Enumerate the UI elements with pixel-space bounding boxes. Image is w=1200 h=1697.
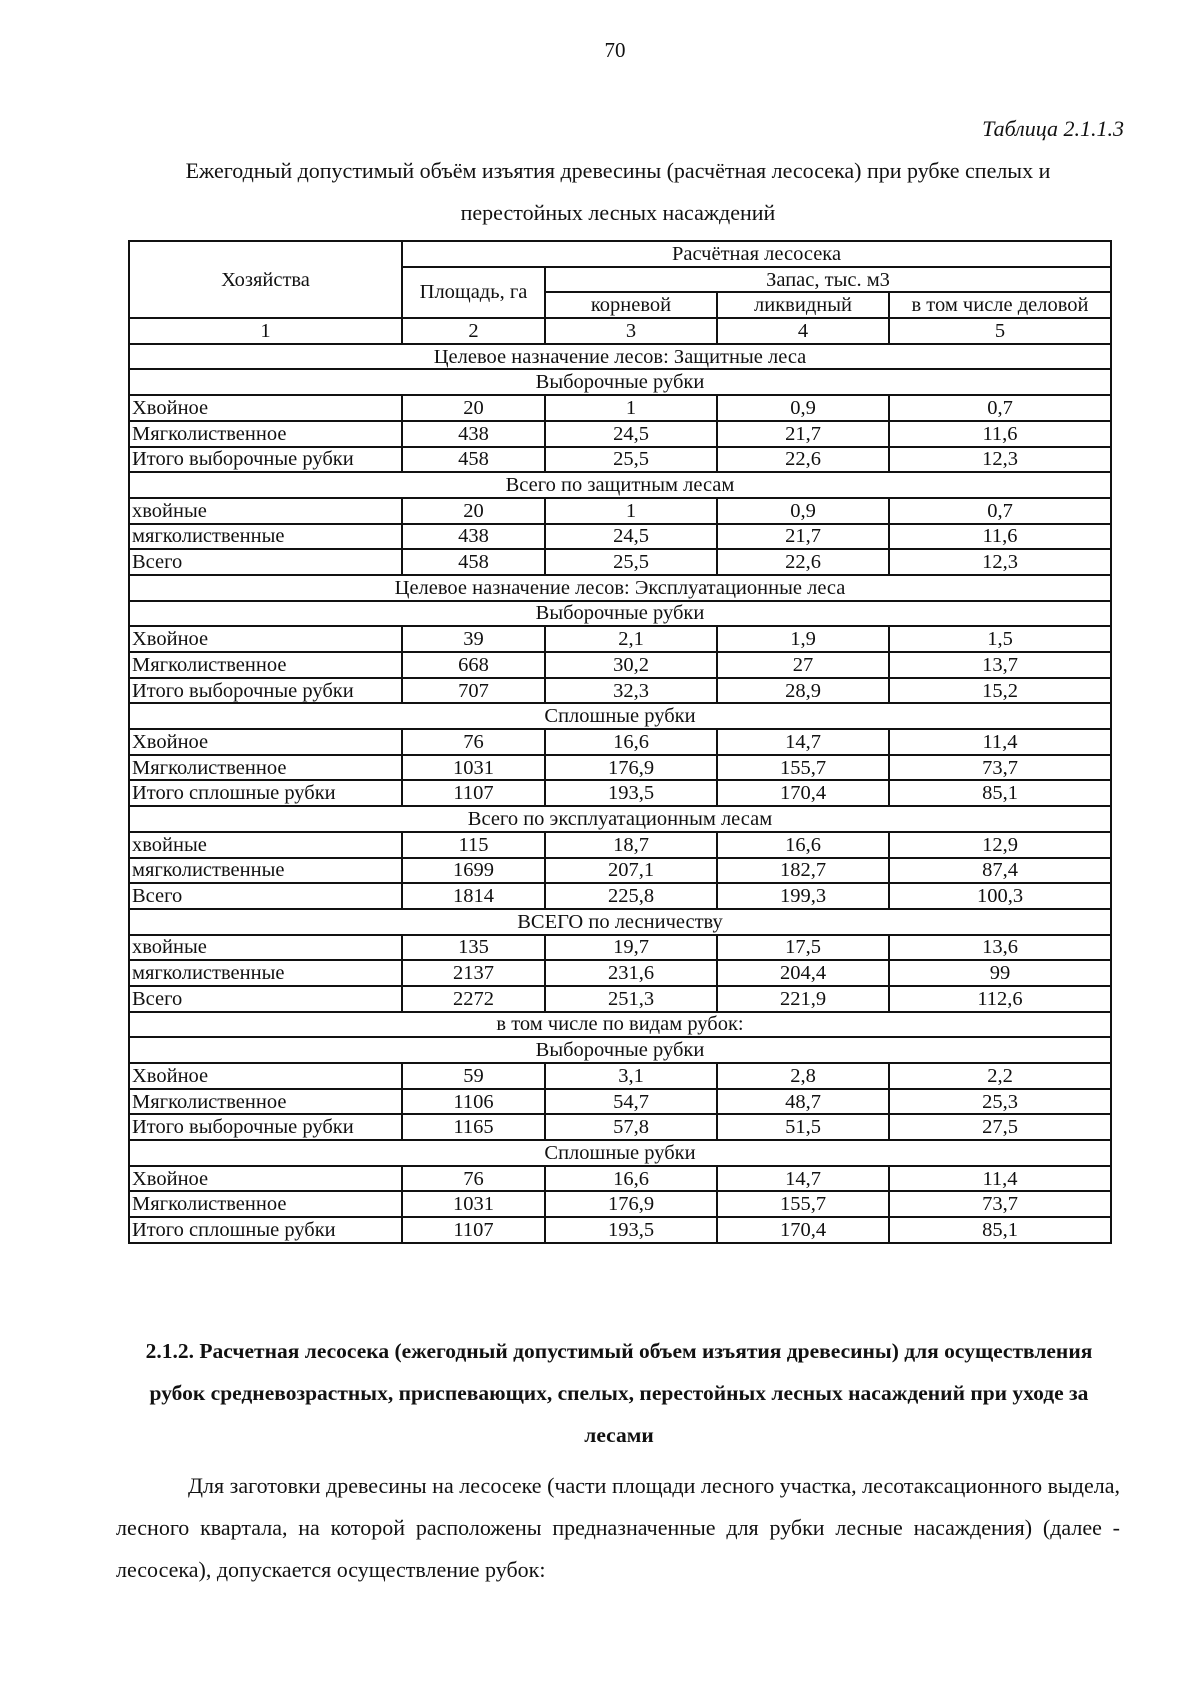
table-body [129, 344, 1111, 1243]
table-row [129, 1063, 1111, 1089]
table-row [129, 1114, 1111, 1140]
root-value: 24,5 [545, 421, 717, 447]
section-title: Выборочные рубки [129, 601, 1111, 627]
area-value: 1031 [402, 755, 545, 781]
row-name: Хвойное [129, 1166, 402, 1192]
root-value: 207,1 [545, 858, 717, 884]
row-name: Всего [129, 549, 402, 575]
table-row [129, 1191, 1111, 1217]
header-liquid: ликвидный [717, 292, 889, 318]
root-value: 16,6 [545, 729, 717, 755]
area-value: 458 [402, 447, 545, 473]
liquid-value: 17,5 [717, 935, 889, 961]
row-name: Итого выборочные рубки [129, 447, 402, 473]
area-value: 2272 [402, 986, 545, 1012]
column-numbers-row [129, 318, 1111, 344]
business-value: 25,3 [889, 1089, 1111, 1115]
liquid-value: 199,3 [717, 883, 889, 909]
table-row [129, 935, 1111, 961]
row-name: Мягколиственное [129, 652, 402, 678]
section-title: Сплошные рубки [129, 703, 1111, 729]
area-value: 438 [402, 421, 545, 447]
area-value: 668 [402, 652, 545, 678]
area-value: 1106 [402, 1089, 545, 1115]
column-number: 1 [129, 318, 402, 344]
business-value: 73,7 [889, 755, 1111, 781]
section-title: Целевое назначение лесов: Эксплуатационные леса [129, 575, 1111, 601]
liquid-value: 16,6 [717, 832, 889, 858]
table-section-row [129, 1012, 1111, 1038]
row-name: Хвойное [129, 395, 402, 421]
liquid-value: 14,7 [717, 729, 889, 755]
body-paragraph: Для заготовки древесины на лесосеке (части площади лесного участка, лесотаксационного выдела, лесного квартала, на которой расположены предназначенные для рубки лесные насаждения) (далее - лесосека), допускается осуществление рубок: [116, 1473, 1120, 1582]
liquid-value: 0,9 [717, 395, 889, 421]
area-value: 39 [402, 626, 545, 652]
root-value: 25,5 [545, 549, 717, 575]
row-name: Итого выборочные рубки [129, 678, 402, 704]
root-value: 3,1 [545, 1063, 717, 1089]
table-row [129, 832, 1111, 858]
row-name: Всего [129, 883, 402, 909]
business-value: 99 [889, 960, 1111, 986]
row-name: хвойные [129, 935, 402, 961]
section-heading: 2.1.2. Расчетная лесосека (ежегодный допустимый объем изъятия древесины) для осуществления рубок средневозрастных, приспевающих, спелых, перестойных лесных насаждений при уходе за лесами [145, 1339, 1093, 1447]
area-value: 76 [402, 1166, 545, 1192]
table-section-row [129, 909, 1111, 935]
area-value: 2137 [402, 960, 545, 986]
area-value: 458 [402, 549, 545, 575]
root-value: 251,3 [545, 986, 717, 1012]
liquid-value: 0,9 [717, 498, 889, 524]
row-name: хвойные [129, 498, 402, 524]
area-value: 59 [402, 1063, 545, 1089]
business-value: 11,4 [889, 729, 1111, 755]
area-value: 1107 [402, 780, 545, 806]
header-farms: Хозяйства [129, 241, 402, 318]
table-row [129, 549, 1111, 575]
table-section-row [129, 472, 1111, 498]
table-row [129, 395, 1111, 421]
area-value: 1814 [402, 883, 545, 909]
row-name: мягколиственные [129, 858, 402, 884]
liquid-value: 155,7 [717, 755, 889, 781]
business-value: 0,7 [889, 395, 1111, 421]
section-title: Всего по эксплуатационным лесам [129, 806, 1111, 832]
page-number: 70 [604, 38, 626, 62]
root-value: 54,7 [545, 1089, 717, 1115]
business-value: 13,6 [889, 935, 1111, 961]
row-name: Мягколиственное [129, 1191, 402, 1217]
root-value: 176,9 [545, 1191, 717, 1217]
table-section-row [129, 344, 1111, 370]
root-value: 16,6 [545, 1166, 717, 1192]
business-value: 2,2 [889, 1063, 1111, 1089]
section-title: ВСЕГО по лесничеству [129, 909, 1111, 935]
row-name: Итого сплошные рубки [129, 780, 402, 806]
liquid-value: 22,6 [717, 549, 889, 575]
table-row [129, 729, 1111, 755]
business-value: 73,7 [889, 1191, 1111, 1217]
root-value: 231,6 [545, 960, 717, 986]
section-title: Всего по защитным лесам [129, 472, 1111, 498]
row-name: Мягколиственное [129, 755, 402, 781]
business-value: 11,4 [889, 1166, 1111, 1192]
liquid-value: 22,6 [717, 447, 889, 473]
cutting-area-table [128, 240, 1112, 1244]
header-cutting-area: Расчётная лесосека [402, 241, 1111, 267]
section-title: Сплошные рубки [129, 1140, 1111, 1166]
row-name: Хвойное [129, 1063, 402, 1089]
area-value: 1699 [402, 858, 545, 884]
table-row [129, 524, 1111, 550]
table-section-row [129, 575, 1111, 601]
business-value: 85,1 [889, 780, 1111, 806]
table-row [129, 447, 1111, 473]
area-value: 1165 [402, 1114, 545, 1140]
business-value: 11,6 [889, 524, 1111, 550]
business-value: 12,9 [889, 832, 1111, 858]
business-value: 13,7 [889, 652, 1111, 678]
section-title: Выборочные рубки [129, 369, 1111, 395]
table-row [129, 883, 1111, 909]
root-value: 24,5 [545, 524, 717, 550]
column-number: 2 [402, 318, 545, 344]
area-value: 135 [402, 935, 545, 961]
liquid-value: 2,8 [717, 1063, 889, 1089]
area-value: 1107 [402, 1217, 545, 1243]
row-name: мягколиственные [129, 524, 402, 550]
table-row [129, 858, 1111, 884]
root-value: 193,5 [545, 780, 717, 806]
business-value: 1,5 [889, 626, 1111, 652]
liquid-value: 21,7 [717, 421, 889, 447]
table-row [129, 755, 1111, 781]
row-name: Итого сплошные рубки [129, 1217, 402, 1243]
table-row [129, 678, 1111, 704]
row-name: Мягколиственное [129, 1089, 402, 1115]
root-value: 57,8 [545, 1114, 717, 1140]
header-area: Площадь, га [402, 267, 545, 318]
header-stock: Запас, тыс. м3 [545, 267, 1111, 293]
area-value: 20 [402, 498, 545, 524]
root-value: 30,2 [545, 652, 717, 678]
column-number: 4 [717, 318, 889, 344]
table-row [129, 626, 1111, 652]
business-value: 15,2 [889, 678, 1111, 704]
section-title: Выборочные рубки [129, 1037, 1111, 1063]
table-row [129, 986, 1111, 1012]
root-value: 193,5 [545, 1217, 717, 1243]
business-value: 12,3 [889, 447, 1111, 473]
table-row [129, 780, 1111, 806]
business-value: 87,4 [889, 858, 1111, 884]
liquid-value: 182,7 [717, 858, 889, 884]
liquid-value: 28,9 [717, 678, 889, 704]
row-name: хвойные [129, 832, 402, 858]
table-section-row [129, 703, 1111, 729]
section-title: в том числе по видам рубок: [129, 1012, 1111, 1038]
area-value: 707 [402, 678, 545, 704]
table-row [129, 498, 1111, 524]
area-value: 1031 [402, 1191, 545, 1217]
liquid-value: 221,9 [717, 986, 889, 1012]
section-title: Целевое назначение лесов: Защитные леса [129, 344, 1111, 370]
area-value: 438 [402, 524, 545, 550]
table-row [129, 652, 1111, 678]
liquid-value: 170,4 [717, 780, 889, 806]
root-value: 176,9 [545, 755, 717, 781]
root-value: 19,7 [545, 935, 717, 961]
liquid-value: 170,4 [717, 1217, 889, 1243]
liquid-value: 1,9 [717, 626, 889, 652]
table-section-row [129, 1037, 1111, 1063]
root-value: 1 [545, 498, 717, 524]
row-name: Мягколиственное [129, 421, 402, 447]
liquid-value: 27 [717, 652, 889, 678]
table-row [129, 960, 1111, 986]
area-value: 115 [402, 832, 545, 858]
root-value: 18,7 [545, 832, 717, 858]
row-name: Итого выборочные рубки [129, 1114, 402, 1140]
root-value: 25,5 [545, 447, 717, 473]
table-row [129, 1089, 1111, 1115]
column-number: 3 [545, 318, 717, 344]
root-value: 32,3 [545, 678, 717, 704]
business-value: 112,6 [889, 986, 1111, 1012]
business-value: 100,3 [889, 883, 1111, 909]
table-row [129, 1217, 1111, 1243]
table-title-line-1: Ежегодный допустимый объём изъятия древесины (расчётная лесосека) при рубке спелых и [185, 158, 1051, 183]
business-value: 0,7 [889, 498, 1111, 524]
area-value: 76 [402, 729, 545, 755]
table-section-row [129, 369, 1111, 395]
area-value: 20 [402, 395, 545, 421]
table-label: Таблица 2.1.1.3 [982, 116, 1124, 141]
column-number: 5 [889, 318, 1111, 344]
business-value: 11,6 [889, 421, 1111, 447]
row-name: Хвойное [129, 729, 402, 755]
liquid-value: 155,7 [717, 1191, 889, 1217]
root-value: 1 [545, 395, 717, 421]
table-title [126, 150, 1110, 234]
liquid-value: 204,4 [717, 960, 889, 986]
table-section-row [129, 806, 1111, 832]
row-name: Хвойное [129, 626, 402, 652]
liquid-value: 51,5 [717, 1114, 889, 1140]
liquid-value: 14,7 [717, 1166, 889, 1192]
root-value: 225,8 [545, 883, 717, 909]
table-section-row [129, 1140, 1111, 1166]
table-row [129, 421, 1111, 447]
header-business: в том числе деловой [889, 292, 1111, 318]
table-header [129, 241, 1111, 344]
business-value: 27,5 [889, 1114, 1111, 1140]
header-root: корневой [545, 292, 717, 318]
table-title-line-2: перестойных лесных насаждений [460, 200, 776, 225]
row-name: мягколиственные [129, 960, 402, 986]
row-name: Всего [129, 986, 402, 1012]
table-row [129, 1166, 1111, 1192]
business-value: 12,3 [889, 549, 1111, 575]
table-section-row [129, 601, 1111, 627]
root-value: 2,1 [545, 626, 717, 652]
liquid-value: 21,7 [717, 524, 889, 550]
liquid-value: 48,7 [717, 1089, 889, 1115]
business-value: 85,1 [889, 1217, 1111, 1243]
